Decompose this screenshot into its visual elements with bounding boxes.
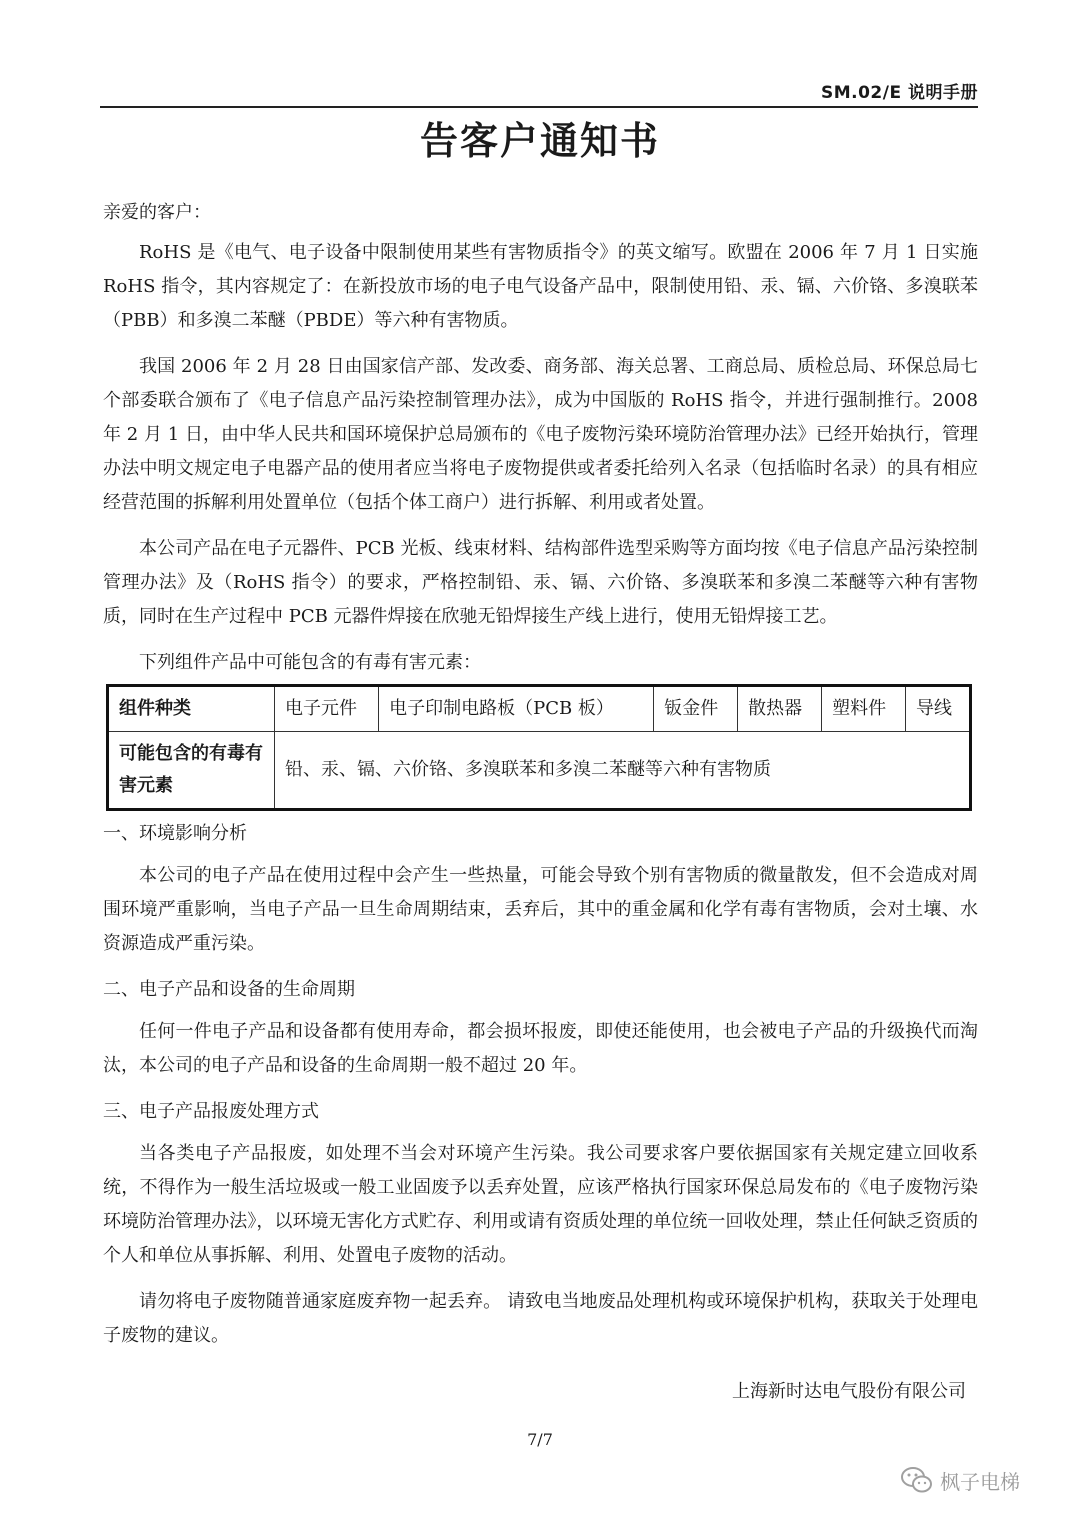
wechat-icon bbox=[900, 1465, 934, 1495]
table-row-header: 可能包含的有毒有害元素 bbox=[108, 732, 275, 810]
paragraph-company-compliance: 本公司产品在电子元器件、PCB 光板、线束材料、结构部件选型采购等方面均按《电子信息产品污染控制管理办法》及（RoHS 指令）的要求，严格控制铅、汞、镉、六价铬、多溴联苯和多溴二苯醚等六种有害物质，同时在生产过程中 PCB 元器件焊接在欣驰无铅焊接生产线上进行，使用无铅焊接工艺。 bbox=[103, 538, 978, 627]
paragraph-rohs: RoHS 是《电气、电子设备中限制使用某些有害物质指令》的英文缩写。欧盟在 2006 年 7 月 1 日实施 RoHS 指令，其内容规定了：在新投放市场的电子电气设备产品中，限制使用铅、汞、镉、六价铬、多溴联苯（PBB）和多溴二苯醚（PBDE）等六种有害物质。 bbox=[103, 242, 978, 331]
section-paragraph: 任何一件电子产品和设备都有使用寿命，都会损坏报废，即使还能使用，也会被电子产品的升级换代而淘汰，本公司的电子产品和设备的生命周期一般不超过 20 年。 bbox=[103, 1021, 978, 1076]
page-title: 告客户通知书 bbox=[419, 118, 660, 163]
page-number: 7/7 bbox=[527, 1430, 553, 1449]
section-heading-environment: 一、环境影响分析 bbox=[103, 823, 247, 844]
section-paragraph: 本公司的电子产品在使用过程中会产生一些热量，可能会导致个别有害物质的微量散发，但不会造成对周围环境严重影响，当电子产品一旦生命周期结束，丢弃后，其中的重金属和化学有毒有害物质，会对土壤、水资源造成严重污染。 bbox=[103, 865, 978, 954]
watermark bbox=[900, 1460, 1060, 1500]
section-heading-disposal: 三、电子产品报废处理方式 bbox=[103, 1101, 319, 1122]
table-cell: 电子印制电路板（PCB 板） bbox=[379, 686, 654, 732]
table-cell: 电子元件 bbox=[275, 686, 379, 732]
watermark-text: 枫子电梯 bbox=[940, 1469, 1020, 1494]
greeting: 亲爱的客户： bbox=[103, 202, 211, 223]
paragraph-table-intro: 下列组件产品中可能包含的有毒有害元素： bbox=[139, 652, 481, 673]
section-paragraph: 请勿将电子废物随普通家庭废弃物一起丢弃。 请致电当地废品处理机构或环境保护机构，获取关于处理电子废物的建议。 bbox=[103, 1291, 978, 1346]
table-row-header: 组件种类 bbox=[108, 686, 275, 732]
table-cell: 导线 bbox=[906, 686, 971, 732]
table-cell: 散热器 bbox=[738, 686, 822, 732]
document-body bbox=[103, 196, 978, 1409]
table-row bbox=[108, 686, 971, 732]
page-header bbox=[100, 76, 978, 108]
table-row bbox=[108, 732, 971, 810]
section-paragraph: 当各类电子产品报废，如处理不当会对环境产生污染。我公司要求客户要依据国家有关规定建立回收系统，不得作为一般生活垃圾或一般工业固废予以丢弃处置，应该严格执行国家环保总局发布的《电子废物污染环境防治管理办法》，以环境无害化方式贮存、利用或请有资质处理的单位统一回收处理，禁止任何缺乏资质的个人和单位从事拆解、利用、处置电子废物的活动。 bbox=[103, 1143, 978, 1266]
doc-code: SM.02/E 说明手册 bbox=[820, 83, 978, 103]
paragraph-china-rohs: 我国 2006 年 2 月 28 日由国家信产部、发改委、商务部、海关总署、工商总局、质检总局、环保总局七个部委联合颁布了《电子信息产品污染控制管理办法》，成为中国版的 RoHS 指令，并进行强制推行。2008 年 2 月 1 日，由中华人民共和国环境保护总局颁布的《电子废物污染环境防治管理办法》已经开始执行，管理办法中明文规定电子电器产品的使用者应当将电子废物提供或者委托给列入名录（包括临时名录）的具有相应经营范围的拆解利用处置单位（包括个体工商户）进行拆解、利用或者处置。 bbox=[103, 356, 978, 513]
table-cell: 塑料件 bbox=[822, 686, 906, 732]
table-cell: 铅、汞、镉、六价铬、多溴联苯和多溴二苯醚等六种有害物质 bbox=[275, 732, 971, 810]
section-heading-lifecycle: 二、电子产品和设备的生命周期 bbox=[103, 979, 355, 1000]
table-cell: 钣金件 bbox=[654, 686, 738, 732]
hazardous-elements-table bbox=[106, 684, 972, 811]
company-signature: 上海新时达电气股份有限公司 bbox=[732, 1381, 966, 1402]
